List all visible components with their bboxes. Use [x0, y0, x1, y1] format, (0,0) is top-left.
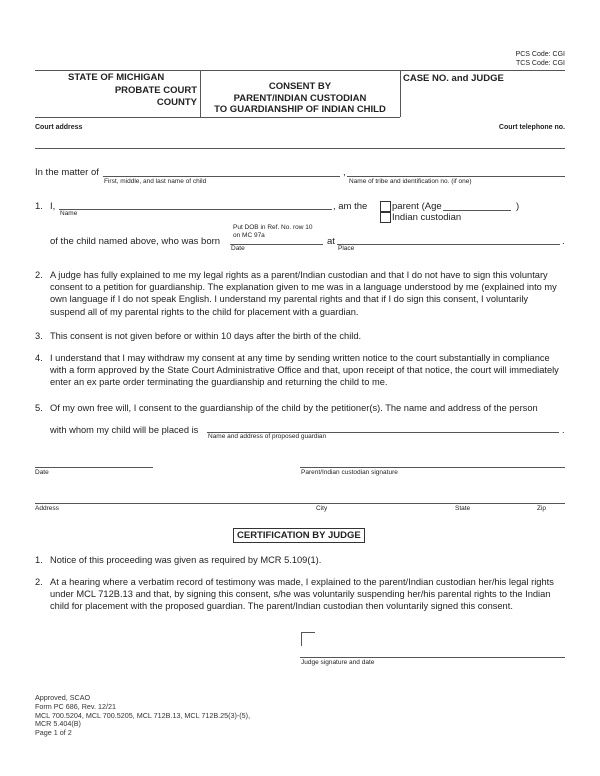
cert-item-1 [35, 554, 565, 566]
paragraph-5-number: 5. [35, 403, 43, 413]
date-caption: Date [231, 245, 245, 252]
case-label: CASE NO. and JUDGE [403, 73, 504, 84]
parent-signature-caption: Parent/Indian custodian signature [301, 469, 398, 476]
state-caption: State [455, 505, 471, 512]
paragraph-5-text: Of my own free will, I consent to the guardianship of the child by the petitioner(s). The name and address of the person [50, 403, 538, 413]
judge-sign-corner-h [301, 632, 315, 633]
parent-checkbox[interactable] [380, 201, 391, 212]
court-address-field[interactable] [35, 148, 565, 149]
judge-signature-caption: Judge signature and date [301, 659, 375, 666]
address-field[interactable] [35, 503, 565, 504]
dob-note: Put DOB in Ref. No. row 10 on MC 97a [233, 224, 313, 239]
cert-item-2-text: At a hearing where a verbatim record of testimony was made, I explained to the parent/Indian custodian her/his legal rights under MCL 712B.13 and that, by signing this consent, s/he was voluntarily suspending her/his parental rights to the Indian child for placement with the proposed guardian. The parent/Indian custodian then voluntarily signed this consent. [50, 577, 554, 612]
parent-signature-field[interactable] [300, 467, 565, 468]
tribe-field[interactable] [347, 176, 565, 177]
item1-prefix: I, [50, 201, 56, 212]
am-the-text: , am the [333, 201, 368, 212]
city-caption: City [316, 505, 328, 512]
header-bottom-rule [35, 117, 400, 118]
footer-form-number: Form PC 686, Rev. 12/21 [35, 701, 116, 711]
title-line-3: TO GUARDIANSHIP OF INDIAN CHILD [214, 104, 386, 115]
child-name-field[interactable] [103, 176, 340, 177]
sign-date-caption: Date [35, 469, 49, 476]
form-title [200, 81, 400, 116]
paragraph-4-text: I understand that I may withdraw my consent at any time by sending written notice to the court substantially in compliance with a form approved by the State Court Administrative Office and that, upon receipt of that notice, the court will immediately enter an ex parte order terminating the guardianship and returning the child to me. [50, 353, 559, 388]
pcs-code: PCS Code: CGI [515, 51, 565, 58]
form-codes [516, 50, 565, 68]
born-text: of the child named above, who was born [50, 236, 221, 247]
paragraph-3-text: This consent is not given before or within 10 days after the birth of the child. [50, 331, 362, 341]
item1-period: . [562, 236, 565, 247]
sign-date-field[interactable] [35, 467, 153, 468]
paragraph-5 [35, 402, 565, 414]
birth-place-field[interactable] [337, 244, 560, 245]
placement-text: with whom my child will be placed is [50, 425, 199, 435]
item1-number: 1. [35, 201, 43, 212]
address-caption: Address [35, 505, 59, 512]
at-text: at [327, 236, 335, 247]
cert-item-2-number: 2. [35, 577, 43, 587]
judge-sign-corner-v [301, 632, 302, 646]
name-caption: Name [60, 210, 78, 217]
court-state: STATE OF MICHIGAN [68, 72, 165, 83]
footer-page-number: Page 1 of 2 [35, 728, 72, 738]
paragraph-2-text: A judge has fully explained to me my legal rights as a parent/Indian custodian and that I do not have to sign this voluntary consent to a petition for guardianship. The explanation given to me was in a language understood by me (explained into my own language if I do not speak English. I understand my parental rights and that if I do sign this consent, I voluntarily suspend all of my parental rights to the child for placement with a guardian. [50, 270, 557, 317]
court-phone-label: Court telephone no. [498, 124, 565, 131]
matter-comma: , [343, 167, 346, 178]
court-type: PROBATE COURT [114, 84, 197, 96]
tribe-caption: Name of tribe and identification no. (if one) [349, 178, 472, 185]
place-caption: Place [338, 245, 355, 252]
paragraph-4 [35, 352, 565, 389]
paragraph-2 [35, 269, 565, 318]
court-heading [35, 72, 197, 110]
paragraph-4-number: 4. [35, 353, 43, 363]
footer-statutes: MCL 700.5204, MCL 700.5205, MCL 712B.13, MCL 712B.25(3)-(5), [35, 710, 251, 720]
parent-name-field[interactable] [59, 209, 332, 210]
parent-label: parent (Age [392, 201, 442, 212]
parent-age-field[interactable] [443, 210, 511, 211]
paragraph-3-number: 3. [35, 331, 43, 341]
certification-heading: CERTIFICATION BY JUDGE [233, 528, 365, 543]
judge-signature-field[interactable] [300, 657, 565, 658]
footer-approved: Approved, SCAO [35, 693, 91, 702]
item5-period: . [562, 425, 565, 435]
header-top-rule [35, 70, 565, 71]
cert-item-1-text: Notice of this proceeding was given as required by MCR 5.109(1). [50, 555, 322, 565]
paragraph-3 [35, 330, 565, 342]
custodian-checkbox[interactable] [380, 212, 391, 223]
zip-caption: Zip [537, 505, 547, 512]
court-address-label: Court address [35, 124, 83, 131]
parent-close: ) [516, 201, 520, 212]
paragraph-2-number: 2. [35, 270, 43, 280]
child-name-caption: First, middle, and last name of child [104, 178, 207, 185]
guardian-caption: Name and address of proposed guardian [208, 433, 327, 440]
title-line-1: CONSENT BY [268, 81, 332, 92]
custodian-label: Indian custodian [392, 212, 462, 223]
title-line-2: PARENT/INDIAN CUSTODIAN [233, 92, 367, 104]
footer-court-rule: MCR 5.404(B) [35, 719, 81, 729]
cert-item-2 [35, 576, 565, 613]
matter-label: In the matter of [35, 167, 99, 178]
court-county: COUNTY [156, 97, 197, 108]
header-divider-2 [400, 70, 401, 117]
cert-item-1-number: 1. [35, 555, 43, 565]
tcs-code: TCS Code: CGI [515, 60, 565, 67]
form-footer [35, 694, 250, 738]
